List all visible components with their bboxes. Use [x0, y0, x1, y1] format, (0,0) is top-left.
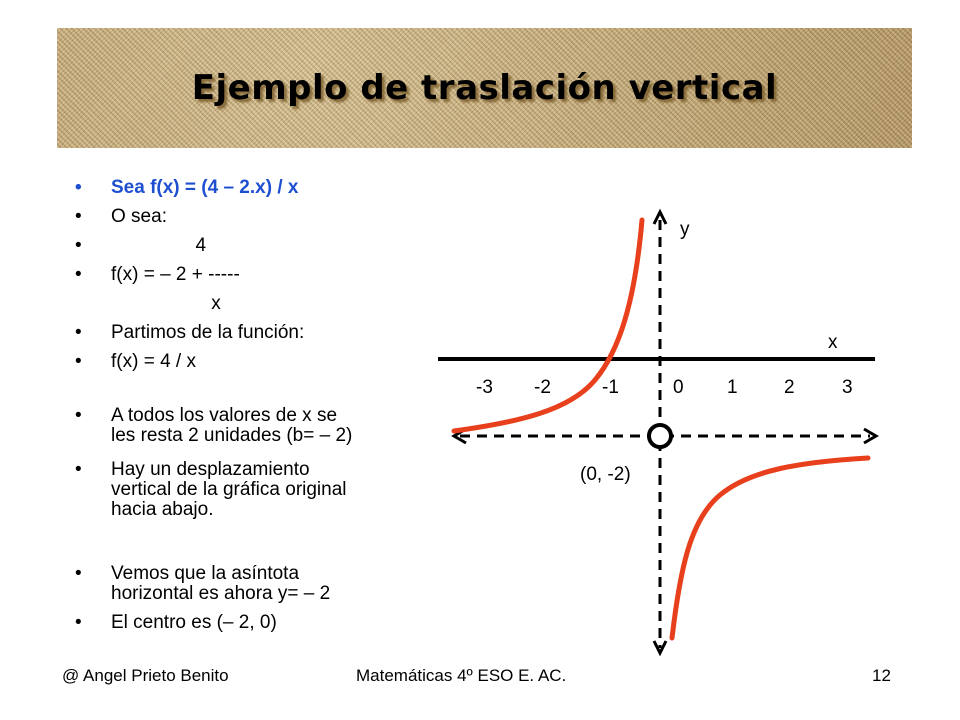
x-tick-label: 0: [673, 377, 684, 398]
x-tick-label: -3: [476, 377, 493, 398]
x-tick-label: 3: [842, 377, 853, 398]
x-axis-label: x: [828, 332, 838, 353]
x-tick-label: 1: [727, 377, 738, 398]
x-tick-label: -2: [534, 377, 551, 398]
curve-branch-right: [672, 458, 868, 638]
function-graph: [430, 200, 890, 660]
x-tick-label: 2: [784, 377, 795, 398]
center-point-label: (0, -2): [580, 464, 631, 485]
footer-course: Matemáticas 4º ESO E. AC.: [356, 666, 567, 685]
x-tick-label: -1: [602, 377, 619, 398]
y-axis-label: y: [680, 219, 690, 240]
curve-branch-left: [454, 220, 642, 431]
slide-title: Ejemplo de traslación vertical: [191, 68, 778, 108]
footer-author: @ Angel Prieto Benito: [62, 666, 229, 685]
footer-page-number: 12: [872, 666, 891, 685]
title-banner: [57, 28, 912, 148]
center-point-marker: [649, 425, 671, 447]
